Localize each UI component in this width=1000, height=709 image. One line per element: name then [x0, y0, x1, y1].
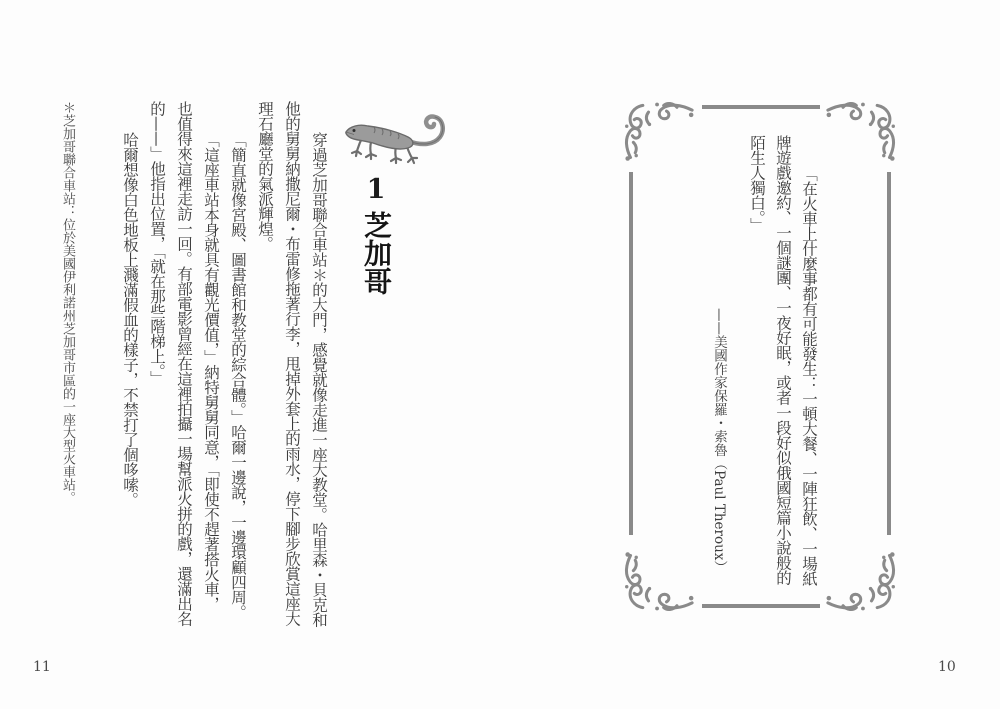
corner-flourish-icon — [826, 551, 898, 613]
lizard-eye — [353, 129, 356, 132]
chapter-title: 芝加哥 — [360, 211, 393, 295]
frame-top-bar — [702, 105, 820, 109]
body-text-column: 的——」他指出位置，「就在那些階梯上。」 — [148, 101, 166, 386]
chapter-body-text — [116, 101, 332, 627]
footnote-text: ＊芝加哥聯合車站：位於美國伊利諾州芝加哥市區的一座大型火車站。 — [60, 101, 75, 504]
body-text-column: 也值得來這裡走訪一回。有部電影曾經在這裡拍攝一場幫派火拼的戲，還滿出名 — [175, 101, 193, 626]
frame-right-bar — [887, 172, 891, 535]
chapter-number: 1 — [366, 174, 386, 205]
lizard-illustration — [344, 104, 450, 168]
page-number-left: 11 — [33, 659, 51, 675]
body-text-column: 理石廳堂的氣派輝煌。 — [256, 101, 274, 251]
corner-flourish-icon — [826, 100, 898, 162]
quote-text-column: 陌生人獨白。」 — [748, 135, 766, 233]
body-text-column: 他的舅舅納撒尼爾・布雷修拖著行李，甩掉外套上的雨水，停下腳步欣賞這座大 — [283, 101, 301, 626]
body-text-column: 穿過芝加哥聯合車站＊的大門，感覺就像走進一座大教堂。哈里森・貝克和 — [310, 132, 328, 627]
quote-attribution: ——美國作家保羅・索魯（Paul Theroux） — [711, 308, 727, 574]
body-text-column: 哈爾想像白色地板上濺滿假血的樣子，不禁打了個哆嗦。 — [121, 132, 139, 507]
corner-flourish-icon — [622, 100, 694, 162]
body-text-column: 「簡直就像宮殿、圖書館和教堂的綜合體。」哈爾一邊說，一邊環顧四周。 — [229, 132, 247, 620]
epigraph-quote — [744, 135, 822, 605]
frame-left-bar — [629, 172, 633, 535]
corner-flourish-icon — [622, 551, 694, 613]
quote-text-column: 「在火車上什麼事都有可能發生：一頓大餐、一陣狂飲、一場紙 — [800, 166, 818, 586]
right-page — [500, 0, 1000, 709]
body-text-column: 「這座車站本身就具有觀光價值，」納特舅舅同意，「即使不趕著搭火車， — [202, 132, 220, 612]
page-number-right: 10 — [938, 659, 956, 675]
quote-text-column: 牌遊戲邀約、一個謎團、一夜好眠，或者一段好似俄國短篇小說般的 — [774, 135, 792, 585]
